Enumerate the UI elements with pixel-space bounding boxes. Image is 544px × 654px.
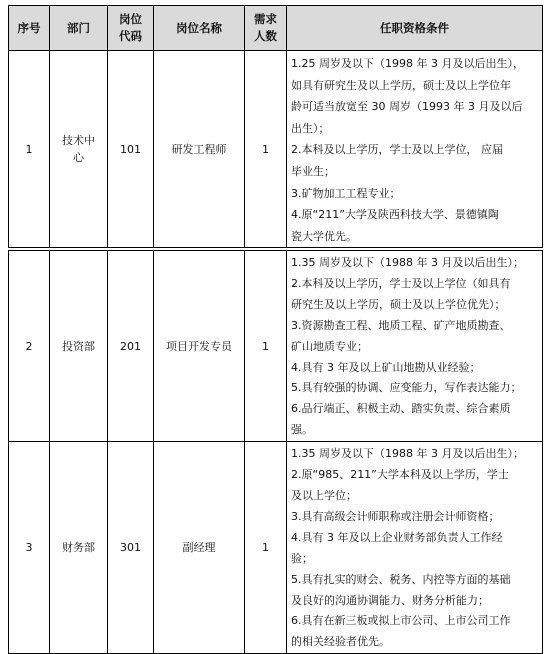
requirement-line: 3.矿物加工工程专业；	[291, 186, 401, 200]
row-position-name: 研发工程师	[154, 51, 245, 248]
requirement-line: 6.具有在新三板或拟上市公司、上市公司工作	[291, 614, 511, 628]
table-row-1	[8, 50, 543, 248]
requirement-line: 1.25 周岁及以下（1998 年 3 月及以后出生），	[291, 57, 524, 70]
requirement-line: 验；	[291, 551, 313, 565]
row-count: 1	[245, 251, 287, 442]
requirement-line: 的相关经验者优先。	[291, 635, 390, 649]
header-requirements: 任职资格条件	[287, 6, 543, 51]
row-dept-line2: 心	[73, 151, 84, 165]
header-no: 序号	[9, 6, 50, 51]
row-requirements	[287, 251, 543, 442]
requirement-line: 3.资源勘查工程、地质工程、矿产地质勘查、	[291, 318, 511, 332]
row-position-name: 项目开发专员	[154, 251, 245, 442]
header-count-line1: 需求	[254, 12, 277, 26]
row-position-name: 副经理	[154, 442, 245, 654]
requirement-line: 如具有研究生及以上学历，硕士及以上学位年	[291, 78, 511, 92]
row-dept: 投资部	[50, 251, 108, 442]
requirement-line: 2.本科及以上学历，学士及以上学位， 应届	[291, 143, 503, 157]
row-requirements	[287, 442, 543, 654]
header-name: 岗位名称	[154, 6, 245, 51]
requirement-line: 2.本科及以上学历，学士及以上学位（如具有	[291, 276, 511, 290]
header-row	[9, 6, 543, 51]
row-no: 1	[9, 51, 50, 248]
requirement-line: 4.原“211”大学及陕西科技大学、景德镇陶	[291, 208, 499, 222]
requirement-line: 及以上学位；	[291, 488, 357, 502]
row-dept: 财务部	[50, 442, 108, 654]
header-dept: 部门	[50, 6, 108, 51]
row-count: 1	[245, 442, 287, 654]
requirement-line: 4.具有 3 年及以上矿山地勘从业经验；	[291, 360, 481, 374]
requirement-line: 瓷大学优先。	[291, 229, 357, 243]
requirement-line: 3.具有高级会计师职称或注册会计师资格；	[291, 509, 500, 523]
row-no: 3	[9, 442, 50, 654]
row-requirements	[287, 51, 543, 248]
row-code: 101	[108, 51, 154, 248]
header-code	[108, 6, 154, 51]
requirement-line: 出生）；	[291, 121, 330, 135]
table-row	[9, 442, 543, 654]
table-rows-2-3	[8, 250, 543, 654]
header-code-line1: 岗位	[119, 12, 142, 26]
table-row	[9, 251, 543, 442]
row-dept-line1: 技术中	[62, 134, 95, 148]
requirement-line: 1.35 周岁及以下（1988 年 3 月及以后出生）；	[291, 256, 524, 269]
requirement-line: 强。	[291, 423, 313, 437]
header-code-line2: 代码	[119, 29, 142, 43]
row-code: 301	[108, 442, 154, 654]
requirement-line: 及良好的沟通协调能力、财务分析能力；	[291, 593, 489, 607]
header-count-line2: 人数	[254, 29, 277, 43]
requirement-line: 5.具有较强的协调、应变能力，写作表达能力；	[291, 381, 522, 395]
requirement-line: 4.具有 3 年及以上企业财务部负责人工作经	[291, 530, 503, 544]
row-count: 1	[245, 51, 287, 248]
requirement-line: 5.具有扎实的财会、税务、内控等方面的基础	[291, 572, 511, 586]
requirement-line: 1.35 周岁及以下（1988 年 3 月及以后出生）；	[291, 447, 524, 461]
requirement-line: 矿山地质专业；	[291, 339, 368, 353]
row-no: 2	[9, 251, 50, 442]
row-code: 201	[108, 251, 154, 442]
table-row	[9, 51, 543, 248]
requirement-line: 研究生及以上学历，硕士及以上学位优先）；	[291, 297, 506, 311]
requirement-line: 龄可适当放宽至 30 周岁（1993 年 3 月及以后	[291, 100, 523, 114]
requirement-line: 2.原“985、211”大学本科及以上学历，学士	[291, 468, 509, 482]
row-dept	[50, 51, 108, 248]
header-count	[245, 6, 287, 51]
requirement-line: 6.品行端正、积极主动、踏实负责、综合素质	[291, 402, 511, 416]
requirement-line: 毕业生；	[291, 164, 335, 178]
table-header	[8, 5, 543, 51]
